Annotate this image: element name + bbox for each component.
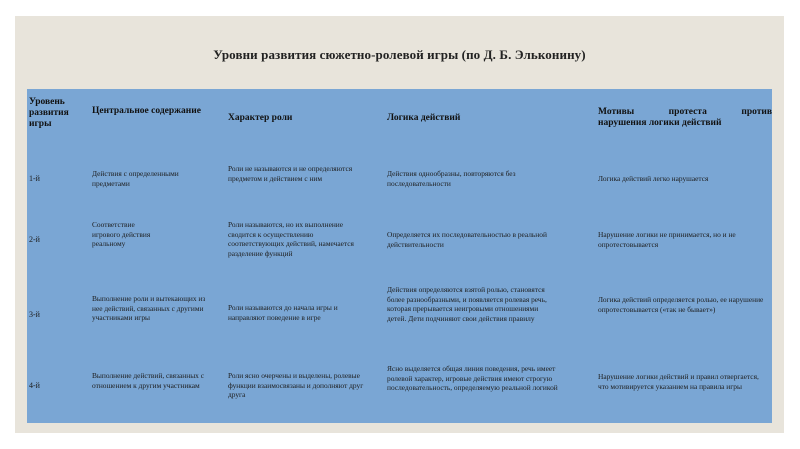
row-3-content: Выполнение роли и вытекающих из нее действий, связанных с другими участниками игры — [92, 294, 206, 323]
row-4-logic: Ясно выделяется общая линия поведения, речь имеет ролевой характер, игровые действия имеют строгую последовательность, определяемую реальной логикой — [387, 364, 558, 393]
page-title: Уровни развития сюжетно-ролевой игры (по Д. Б. Эльконину) — [213, 47, 586, 62]
row-1-motives: Логика действий легко нарушается — [598, 174, 709, 183]
header-content: Центральное содержание — [92, 106, 201, 116]
row-4-level: 4-й — [29, 381, 40, 390]
row-1-role: Роли не называются и не определяются предметом и действием с ним — [228, 164, 353, 183]
row-2-role: Роли называются, но их выполнение сводится к осуществлению соответствующих действий, намечается разделение функций — [228, 220, 354, 258]
row-4-content: Выполнение действий, связанных с отношением к другим участникам — [92, 371, 204, 390]
row-1-logic: Действия однообразны, повторяются без последовательности — [387, 169, 516, 188]
row-4-motives: Нарушение логики действий и правил отвергается, что мотивируется указанием на правила игры — [598, 372, 759, 391]
header-logic: Логика действий — [387, 113, 461, 123]
row-1-content: Действия с определенными предметами — [92, 169, 179, 188]
levels-table — [27, 89, 772, 423]
header-level: Уровень развития игры — [29, 97, 69, 129]
row-2-motives: Нарушение логики не принимается, но и не опротестовывается — [598, 230, 736, 249]
row-2-level: 2-й — [29, 235, 40, 244]
row-1-level: 1-й — [29, 174, 40, 183]
row-3-level: 3-й — [29, 310, 40, 319]
slide — [15, 16, 784, 433]
row-3-logic: Действия определяются взятой ролью, становятся более разнообразными, и появляется ролевая речь, которая прерывается неигровыми отношениями детей. Дети подчиняют свои действия правилу — [387, 285, 547, 323]
row-3-role: Роли называются до начала игры и направляют поведение в игре — [228, 303, 338, 322]
header-motives-line1: Мотивы протеста против — [598, 107, 772, 117]
header-role: Характер роли — [228, 113, 293, 123]
row-4-role: Роли ясно очерчены и выделены, ролевые функции взаимосвязаны и дополняют друг друга — [228, 371, 364, 400]
row-2-logic: Определяется их последовательностью в реальной действительности — [387, 230, 547, 249]
header-motives-line2: нарушения логики действий — [598, 118, 722, 128]
row-2-content: Соответствие игрового действия реальному — [92, 220, 151, 249]
row-3-motives: Логика действий определяется ролью, ее нарушение опротестовывается («так не бывает») — [598, 295, 764, 314]
